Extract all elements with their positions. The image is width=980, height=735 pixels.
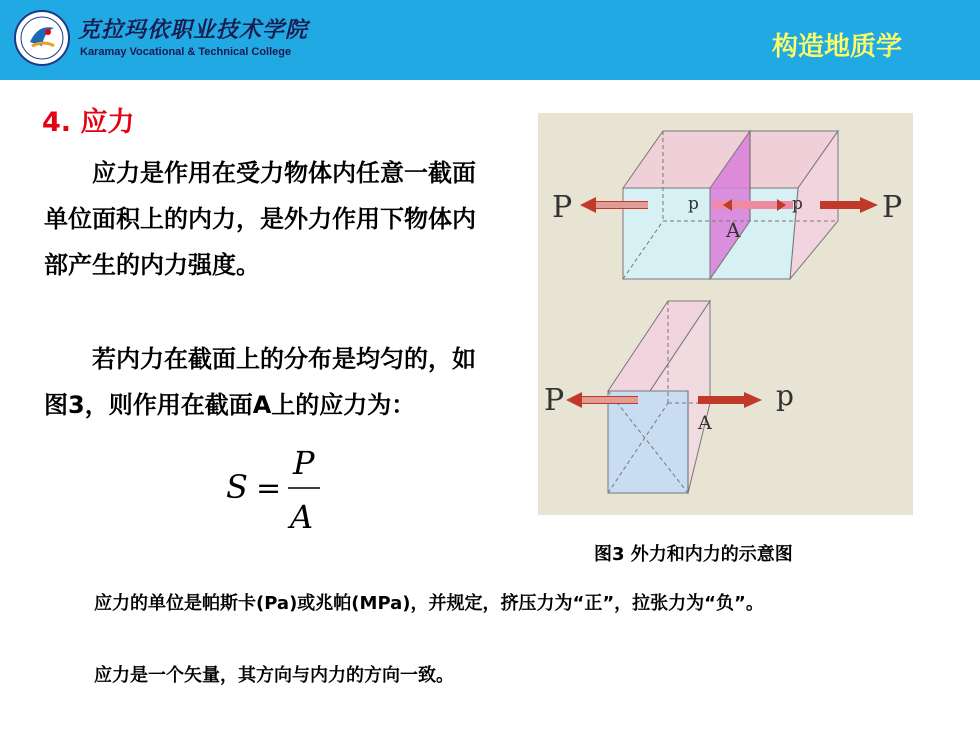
bottom-left-P-label: P [544, 383, 565, 418]
top-right-P-label: P [882, 190, 903, 225]
school-name-cn: 克拉玛依职业技术学院 [78, 17, 309, 43]
formula-denominator: A [290, 498, 314, 536]
bottom-section-A-label: A [698, 412, 712, 434]
uniform-distribution-paragraph: 若内力在截面上的分布是均匀的，如图3，则作用在截面A上的应力为： [44, 345, 476, 419]
bottom-right-p-label: p [776, 379, 794, 412]
section-title: 4. 应力 [42, 107, 135, 138]
definition-paragraph: 应力是作用在受力物体内任意一截面单位面积上的内力，是外力作用下物体内部产生的内力强度。 [44, 159, 476, 279]
force-diagram-figure [538, 113, 913, 515]
formula-lhs: S [226, 468, 248, 506]
top-section-A-label: A [726, 218, 741, 242]
formula-numerator: P [293, 446, 315, 482]
inner-right-p-label: p [792, 194, 803, 214]
school-name-en: Karamay Vocational & Technical College [80, 46, 292, 58]
force-diagram [538, 113, 913, 515]
header-bar [0, 0, 980, 80]
unit-note: 应力的单位是帕斯卡(Pa)或兆帕(MPa)，并规定，挤压力为“正”，拉张力为“负”。 [94, 593, 764, 614]
vector-note: 应力是一个矢量，其方向与内力的方向一致。 [94, 665, 454, 686]
course-title: 构造地质学 [771, 32, 902, 62]
school-emblem-icon [14, 10, 70, 66]
formula-equals: = [256, 471, 282, 506]
figure-caption: 图3 外力和内力的示意图 [594, 544, 793, 565]
stress-formula [224, 446, 334, 541]
top-left-P-label: P [552, 190, 573, 225]
inner-left-p-label: p [688, 194, 699, 214]
